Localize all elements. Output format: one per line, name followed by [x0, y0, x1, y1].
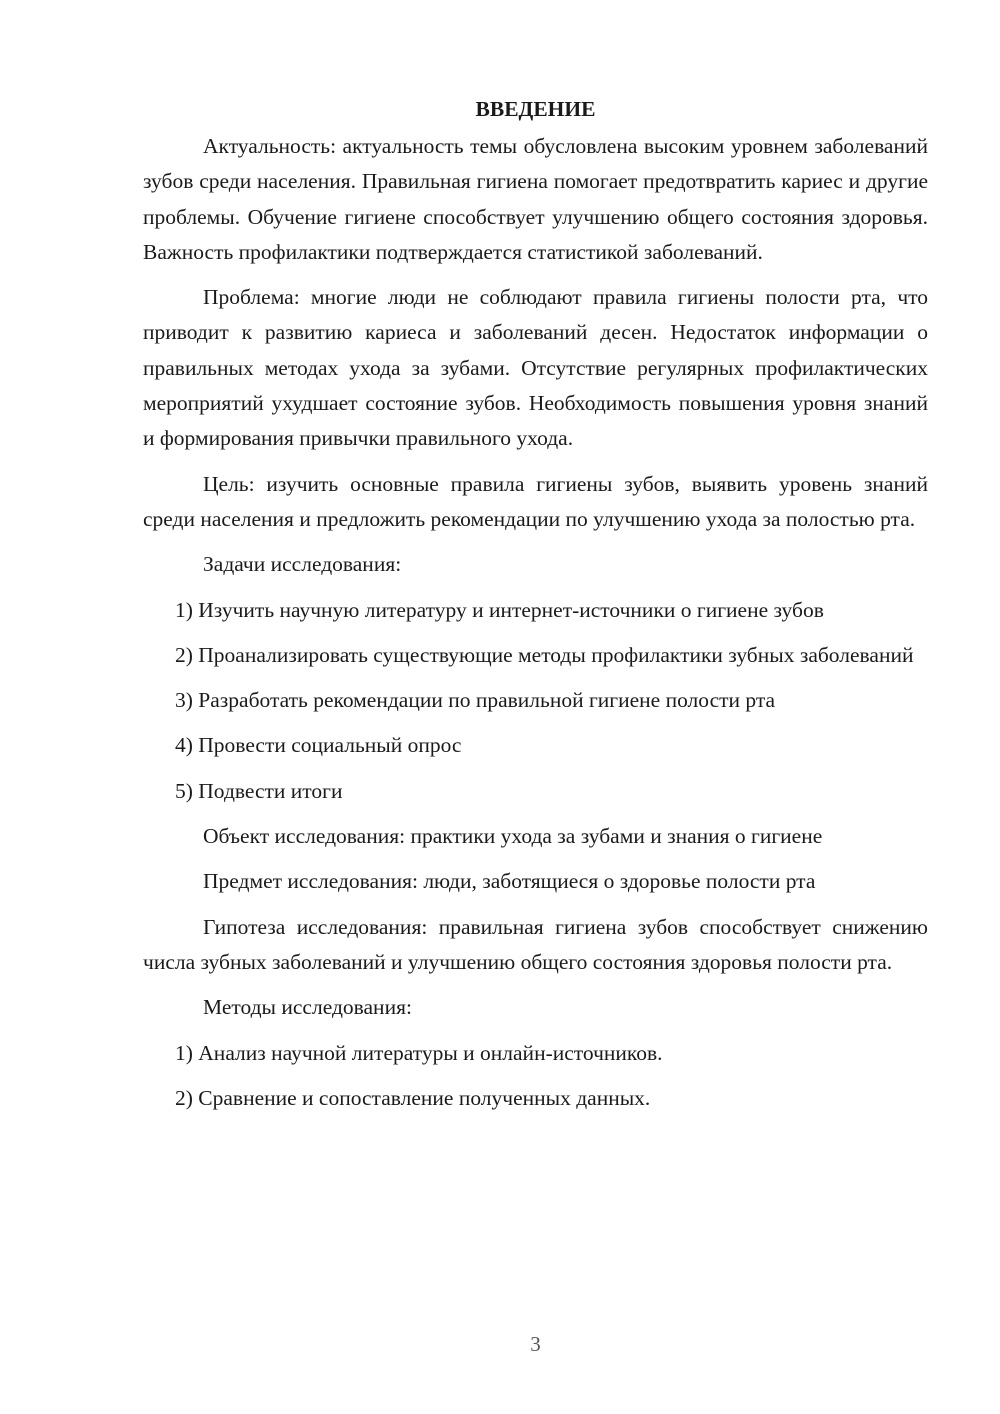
problem-paragraph: Проблема: многие люди не соблюдают правила гигиены полости рта, что приводит к развитию кариеса и заболеваний десен. Недостаток информации о правильных методах ухода за зубами. Отсутствие регулярных профилактических мероприятий ухудшает состояние зубов. Необходимость повышения уровня знаний и формирования привычки правильного ухода.: [143, 285, 928, 451]
page-number: 3: [530, 1332, 541, 1356]
task-item: 1) Изучить научную литературу и интернет-источники о гигиене зубов: [175, 597, 824, 622]
research-object: Объект исследования: практики ухода за зубами и знания о гигиене: [203, 824, 823, 849]
task-item: 2) Проанализировать существующие методы профилактики зубных заболеваний: [175, 642, 914, 667]
goal-paragraph: Цель: изучить основные правила гигиены зубов, выявить уровень знаний среди населения и предложить рекомендации по улучшению ухода за полостью рта.: [143, 471, 928, 531]
research-subject: Предмет исследования: люди, заботящиеся о здоровье полости рта: [203, 869, 816, 894]
method-item: 1) Анализ научной литературы и онлайн-источников.: [175, 1040, 663, 1065]
hypothesis-paragraph: Гипотеза исследования: правильная гигиена зубов способствует снижению числа зубных заболеваний и улучшению общего состояния здоровья полости рта.: [143, 914, 928, 974]
document-title: ВВЕДЕНИЕ: [475, 97, 596, 121]
methods-heading: Методы исследования:: [203, 995, 412, 1020]
task-item: 5) Подвести итоги: [175, 778, 343, 803]
tasks-heading: Задачи исследования:: [203, 552, 402, 577]
task-item: 3) Разработать рекомендации по правильной гигиене полости рта: [175, 688, 776, 713]
method-item: 2) Сравнение и сопоставление полученных данных.: [175, 1085, 651, 1110]
document-page: [143, 92, 928, 1116]
relevance-paragraph: Актуальность: актуальность темы обусловлена высоким уровнем заболеваний зубов среди населения. Правильная гигиена помогает предотвратить кариес и другие проблемы. Обучение гигиене способствует улучшению общего состояния здоровья. Важность профилактики подтверждается статистикой заболеваний.: [143, 134, 928, 264]
task-item: 4) Провести социальный опрос: [175, 733, 462, 758]
